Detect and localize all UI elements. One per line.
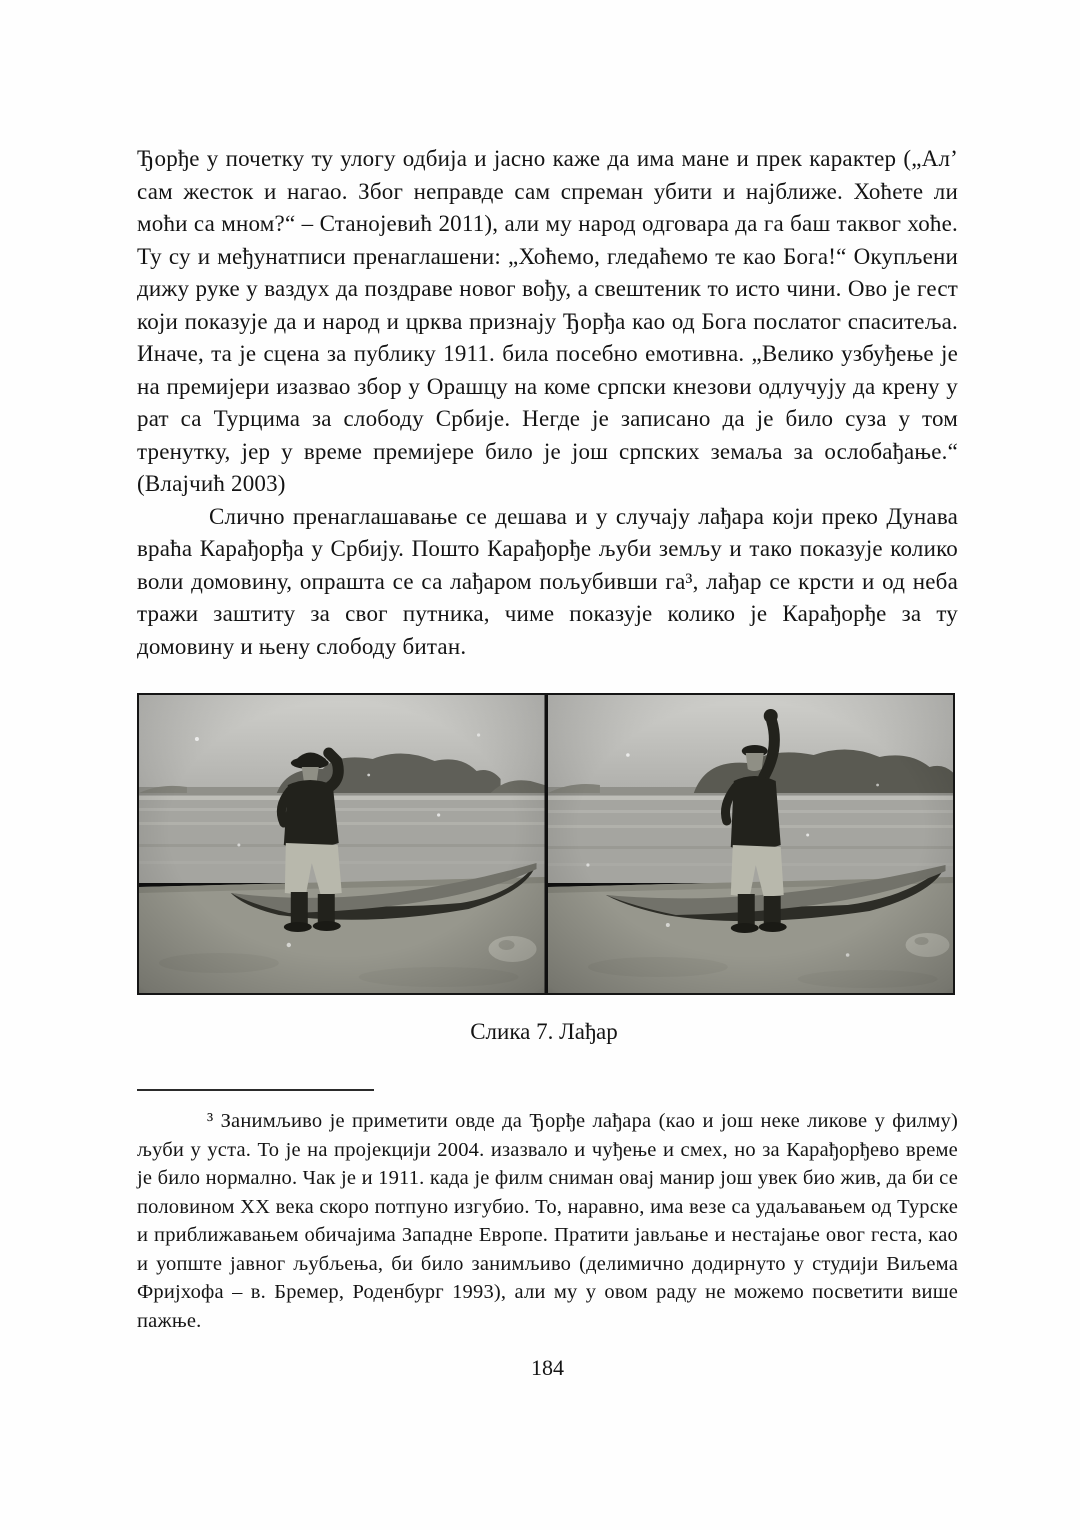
footnote-text: ³ Занимљиво је приметити овде да Ђорђе лађара (као и још неке ликове у филму) љуби у уста. То је на пројекцији 2004. изазвало и чуђење и смех, но за Карађорђево време је било нормално. Чак је и 1911. када је филм сниман овај манир још увек био жив, да би се половином XX века скоро потпуно изгубио. То, наравно, има везе са удаљавањем од Турске и приближавањем обичајима Западне Европе. Пратити јављање и нестајање овог геста, као и уопште јавног љубљења, би било занимљиво (делимично додирнуто у студији Виљема Фријхофа – в. Бремер, Роденбург 1993), али му у овом раду не можемо посветити више пажње. (137, 1110, 958, 1332)
paragraph-2: Слично пренаглашавање се дешава и у случају лађара који преко Дунава враћа Карађорђа у Србију. Пошто Карађорђе љуби земљу и тако показује колико воли домовину, опрашта се са лађаром пољубивши га³, лађар се крсти и од неба тражи заштиту за свог путника, чиме показује колико је Карађорђе за ту домовину и њену слободу битан. (137, 503, 958, 659)
page-number: 184 (531, 1355, 564, 1380)
film-still-right (548, 695, 954, 993)
figure-caption: Слика 7. Лађар (470, 1019, 618, 1044)
figure-7 (137, 693, 951, 1045)
footnote-separator (137, 1089, 374, 1091)
vignette (139, 695, 545, 993)
main-text (137, 143, 958, 663)
film-stills (137, 693, 955, 995)
paragraph-1: Ђорђе у почетку ту улогу одбија и јасно каже да има мане и прек карактер („Ал’ сам жесток и нагао. Због неправде сам спреман убити и најближе. Хоћете ли моћи са мном?“ – Станојевић 2011), али му народ одговара да га баш таквог хоће. Ту су и међунатписи пренаглашени: „Хоћемо, гледаћемо те као Бога!“ Окупљени дижу руке у ваздух да поздраве новог вођу, а свештеник то исто чини. Ово је гест који показује да и народ и црква признају Ђорђа као од Бога послатог спаситеља. Иначе, та је сцена за публику 1911. била посебно емотивна. „Велико узбуђење је на премијери изазвао збор у Орашцу на коме српски кнезови одлучују да крену у рат са Турцима за слободу Србије. Негде је записано да је било суза у том тренутку, јер у време премијере било је још српских земаља за ослобађање.“ (Влајчић 2003) (137, 146, 958, 496)
film-still-left (139, 695, 545, 993)
vignette (548, 695, 954, 993)
